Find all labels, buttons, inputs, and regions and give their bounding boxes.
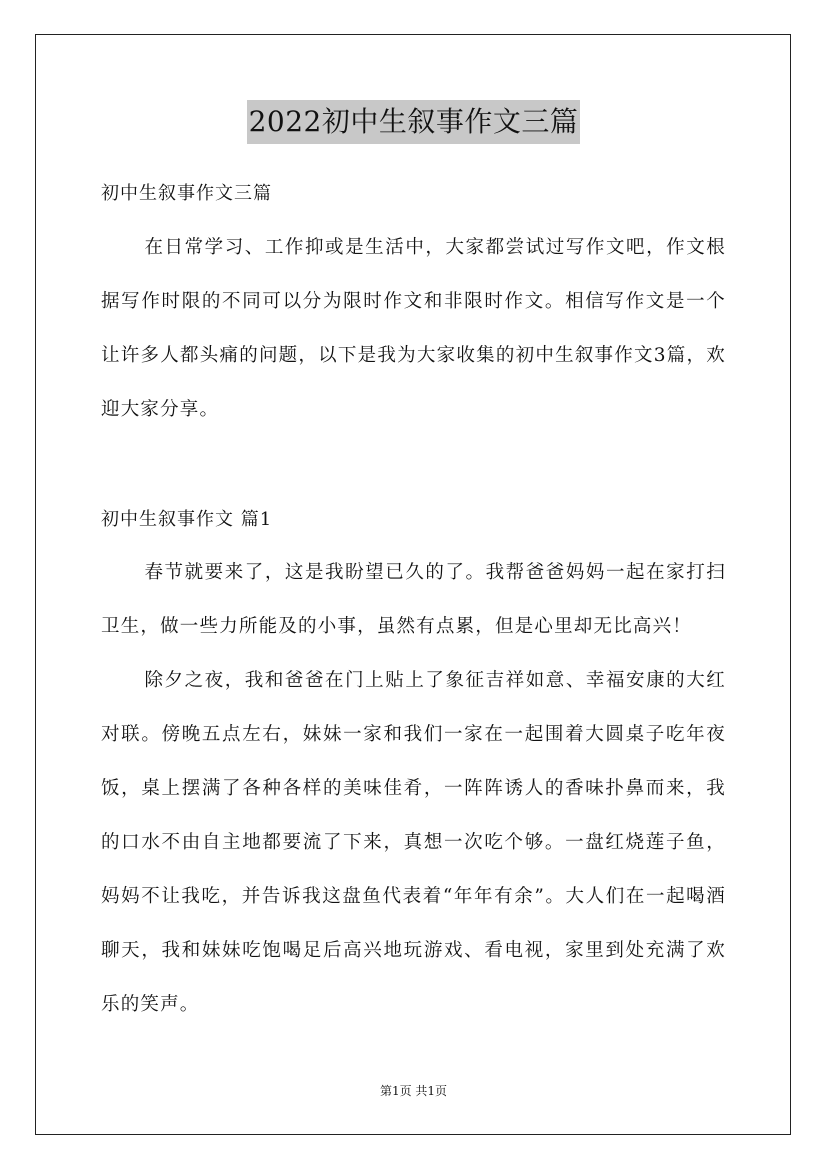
title-container — [0, 100, 827, 144]
page-footer: 第1页 共1页 — [379, 1084, 448, 1098]
section-heading: 初中生叙事作文 篇1 — [101, 509, 273, 530]
document-subtitle: 初中生叙事作文三篇 — [101, 183, 272, 204]
document-title: 2022初中生叙事作文三篇 — [247, 100, 581, 144]
intro-paragraph: 在日常学习、工作抑或是生活中，大家都尝试过写作文吧，作文根据写作时限的不同可以分为限时作文和非限时作文。相信写作文是一个让许多人都头痛的问题，以下是我为大家收集的初中生叙事作文3篇，欢迎大家分享。 — [101, 237, 726, 420]
body-paragraph-1: 春节就要来了，这是我盼望已久的了。我帮爸爸妈妈一起在家打扫卫生，做一些力所能及的小事，虽然有点累，但是心里却无比高兴！ — [101, 562, 726, 637]
body-paragraph-2: 除夕之夜，我和爸爸在门上贴上了象征吉祥如意、幸福安康的大红对联。傍晚五点左右，妹妹一家和我们一家在一起围着大圆桌子吃年夜饭，桌上摆满了各种各样的美味佳肴，一阵阵诱人的香味扑鼻而来，我的口水不由自主地都要流了下来，真想一次吃个够。一盘红烧莲子鱼，妈妈不让我吃，并告诉我这盘鱼代表着“年年有余”。大人们在一起喝酒聊天，我和妹妹吃饱喝足后高兴地玩游戏、看电视，家里到处充满了欢乐的笑声。 — [101, 670, 726, 1015]
